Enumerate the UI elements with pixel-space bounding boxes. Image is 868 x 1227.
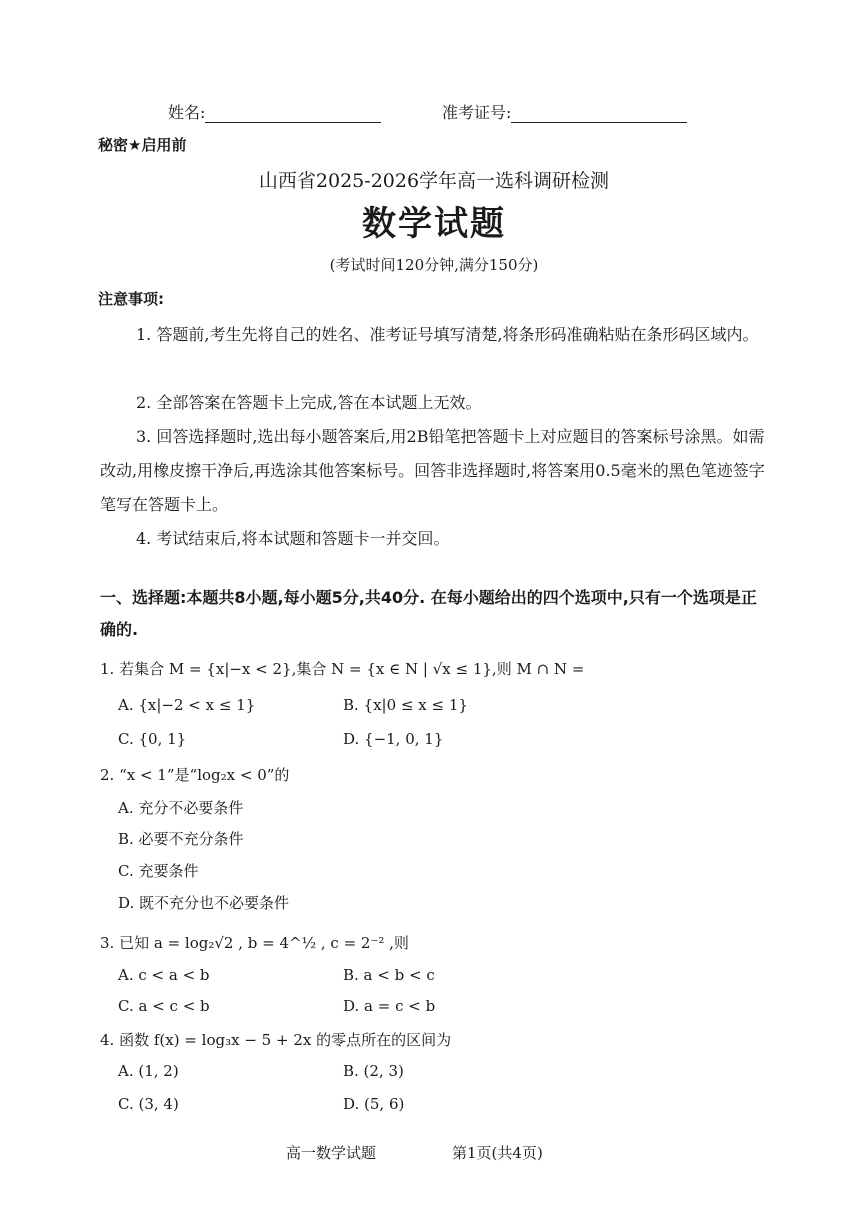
exam-id-blank — [511, 104, 687, 123]
question-1-option-b: B. {x|0 ≤ x ≤ 1} — [343, 696, 468, 714]
note-item-2: 2. 全部答案在答题卡上完成,答在本试题上无效。 — [136, 393, 482, 412]
exam-info: (考试时间120分钟,满分150分) — [329, 256, 539, 274]
question-2-stem: 2. “x < 1”是“log₂x < 0”的 — [100, 766, 290, 784]
exam-id-label: 准考证号: — [442, 103, 512, 122]
footer-subject: 高一数学试题 — [286, 1144, 377, 1162]
question-4-option-a: A. (1, 2) — [118, 1062, 179, 1080]
note-item-4: 4. 考试结束后,将本试题和答题卡一并交回。 — [136, 529, 450, 548]
question-1-option-c: C. {0, 1} — [118, 730, 187, 748]
question-4-option-c: C. (3, 4) — [118, 1095, 179, 1113]
exam-title: 山西省2025-2026学年高一选科调研检测 — [258, 170, 610, 192]
question-3-option-b: B. a < b < c — [343, 966, 435, 984]
question-3-option-c: C. a < c < b — [118, 997, 210, 1015]
question-3-option-d: D. a = c < b — [343, 997, 436, 1015]
question-2-option-b: B. 必要不充分条件 — [118, 830, 244, 848]
section-heading: 一、选择题:本题共8小题,每小题5分,共40分. 在每小题给出的四个选项中,只有一个选项是正确的. — [100, 588, 757, 639]
question-1-option-a: A. {x|−2 < x ≤ 1} — [118, 696, 256, 714]
question-4-option-d: D. (5, 6) — [343, 1095, 405, 1113]
question-3-stem: 3. 已知 a = log₂√2 , b = 4^½ , c = 2⁻² ,则 — [100, 934, 409, 952]
note-item-3: 3. 回答选择题时,选出每小题答案后,用2B铅笔把答题卡上对应题目的答案标号涂黑。如需改动,用橡皮擦干净后,再选涂其他答案标号。回答非选择题时,将答案用0.5毫米的黑色笔迹签字笔写在答题卡上。 — [100, 427, 765, 514]
exam-id-field — [442, 100, 687, 123]
name-blank — [205, 104, 381, 123]
question-4-option-b: B. (2, 3) — [343, 1062, 404, 1080]
question-3-option-a: A. c < a < b — [118, 966, 210, 984]
footer-page-number: 第1页(共4页) — [452, 1144, 543, 1162]
name-label: 姓名: — [168, 103, 206, 122]
subject-title: 数学试题 — [362, 204, 506, 244]
question-2-option-d: D. 既不充分也不必要条件 — [118, 894, 290, 912]
question-1-stem: 1. 若集合 M = {x|−x < 2},集合 N = {x ∈ N | √x ≤ 1},则 M ∩ N = — [100, 660, 585, 678]
name-field — [168, 100, 381, 123]
question-1-option-d: D. {−1, 0, 1} — [343, 730, 444, 748]
question-4-stem: 4. 函数 f(x) = log₃x − 5 + 2x 的零点所在的区间为 — [100, 1031, 452, 1049]
notes-heading: 注意事项: — [98, 290, 164, 308]
question-2-option-c: C. 充要条件 — [118, 862, 199, 880]
confidential-mark: 秘密★启用前 — [98, 136, 187, 154]
note-item-1: 1. 答题前,考生先将自己的姓名、准考证号填写清楚,将条形码准确粘贴在条形码区域内。 — [136, 325, 759, 344]
question-2-option-a: A. 充分不必要条件 — [118, 799, 244, 817]
